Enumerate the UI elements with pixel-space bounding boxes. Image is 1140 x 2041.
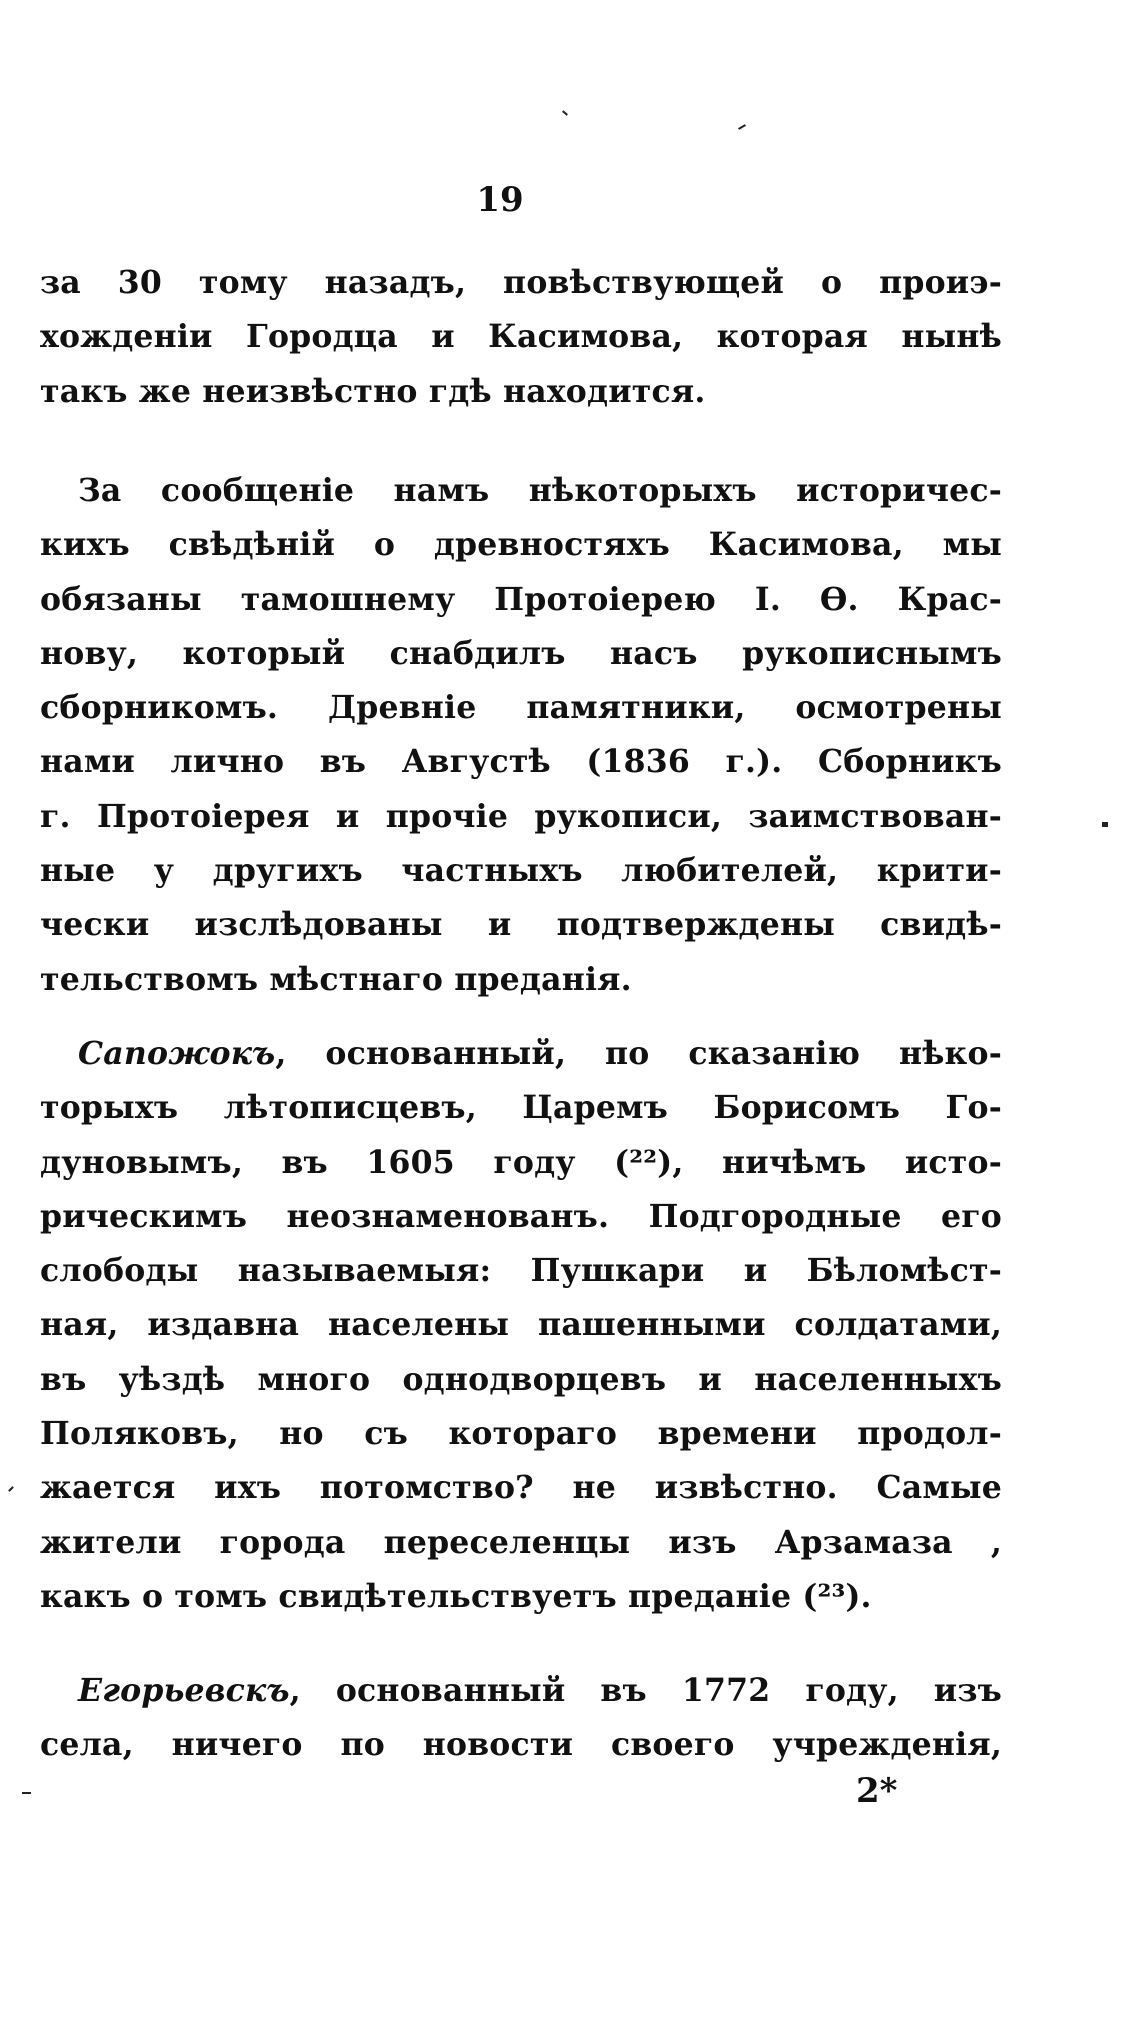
scan-speck bbox=[562, 110, 568, 115]
text-line: села, ничего по новости своего учрежденія, bbox=[40, 1726, 1002, 1764]
text-line: ные у другихъ частныхъ любителей, крити- bbox=[40, 852, 1002, 890]
place-name-sapozhok: Сапожокъ bbox=[78, 1035, 276, 1072]
text-line: за 30 тому назадъ, повѣствующей о проиэ- bbox=[40, 264, 1002, 301]
paragraph-2 bbox=[40, 464, 1002, 1007]
paragraph-4 bbox=[40, 1664, 1002, 1773]
text-line: сборникомъ. Древніе памятники, осмотрены bbox=[40, 689, 1002, 727]
text-line: нами лично въ Августѣ (1836 г.). Сборникъ bbox=[40, 743, 1002, 781]
text-line bbox=[40, 1027, 1002, 1081]
text-line: За сообщеніе намъ нѣкоторыхъ историчес- bbox=[78, 472, 1002, 509]
scan-speck bbox=[738, 124, 746, 130]
text-line-rest: , основанный въ 1772 году, изъ bbox=[289, 1672, 1002, 1709]
text-line: чески изслѣдованы и подтверждены свидѣ- bbox=[40, 906, 1002, 944]
text-line: въ уѣздѣ много однодворцевъ и населенныхъ bbox=[40, 1360, 1002, 1398]
text-line: такъ же неизвѣстно гдѣ находится. bbox=[40, 372, 706, 410]
text-line: торыхъ лѣтописцевъ, Царемъ Борисомъ Го- bbox=[40, 1089, 1002, 1127]
text-line: какъ о томъ свидѣтельствуетъ преданіе (²³). bbox=[40, 1577, 872, 1615]
scan-speck bbox=[22, 1792, 31, 1794]
signature-mark: 2* bbox=[856, 1771, 898, 1811]
text-line: нову, который снабдилъ насъ рукописнымъ bbox=[40, 634, 1002, 672]
text-line: ная, издавна населены пашенными солдатами, bbox=[40, 1306, 1002, 1344]
scan-speck bbox=[8, 1486, 14, 1492]
scan-speck bbox=[1102, 822, 1108, 827]
text-line: тельствомъ мѣстнаго преданія. bbox=[40, 960, 632, 998]
page-number: 19 bbox=[476, 180, 524, 220]
text-line: жается ихъ потомство? не извѣстно. Самые bbox=[40, 1469, 1002, 1507]
paragraph-3 bbox=[40, 1027, 1002, 1624]
text-line: обязаны тамошнему Протоіерею І. Ѳ. Крас- bbox=[40, 580, 1002, 618]
text-line: хожденіи Городца и Касимова, которая нынѣ bbox=[40, 318, 1002, 356]
text-line: дуновымъ, въ 1605 году (²²), ничѣмъ исто- bbox=[40, 1143, 1002, 1181]
paragraph-1 bbox=[40, 256, 1002, 419]
text-line: кихъ свѣдѣній о древностяхъ Касимова, мы bbox=[40, 526, 1002, 564]
text-line: г. Протоіерея и прочіе рукописи, заимствован- bbox=[40, 797, 1002, 835]
text-line bbox=[40, 1664, 1002, 1718]
text-line-rest: , основанный, по сказанію нѣко- bbox=[275, 1035, 1002, 1072]
text-line: Поляковъ, но съ котораго времени продол- bbox=[40, 1415, 1002, 1453]
text-line: жители города переселенцы изъ Арзамаза , bbox=[40, 1523, 1002, 1561]
text-line: рическимъ неознаменованъ. Подгородные его bbox=[40, 1197, 1002, 1235]
text-line: слободы называемыя: Пушкари и Бѣломѣст- bbox=[40, 1252, 1002, 1290]
place-name-egorievsk: Егорьевскъ bbox=[78, 1672, 290, 1709]
